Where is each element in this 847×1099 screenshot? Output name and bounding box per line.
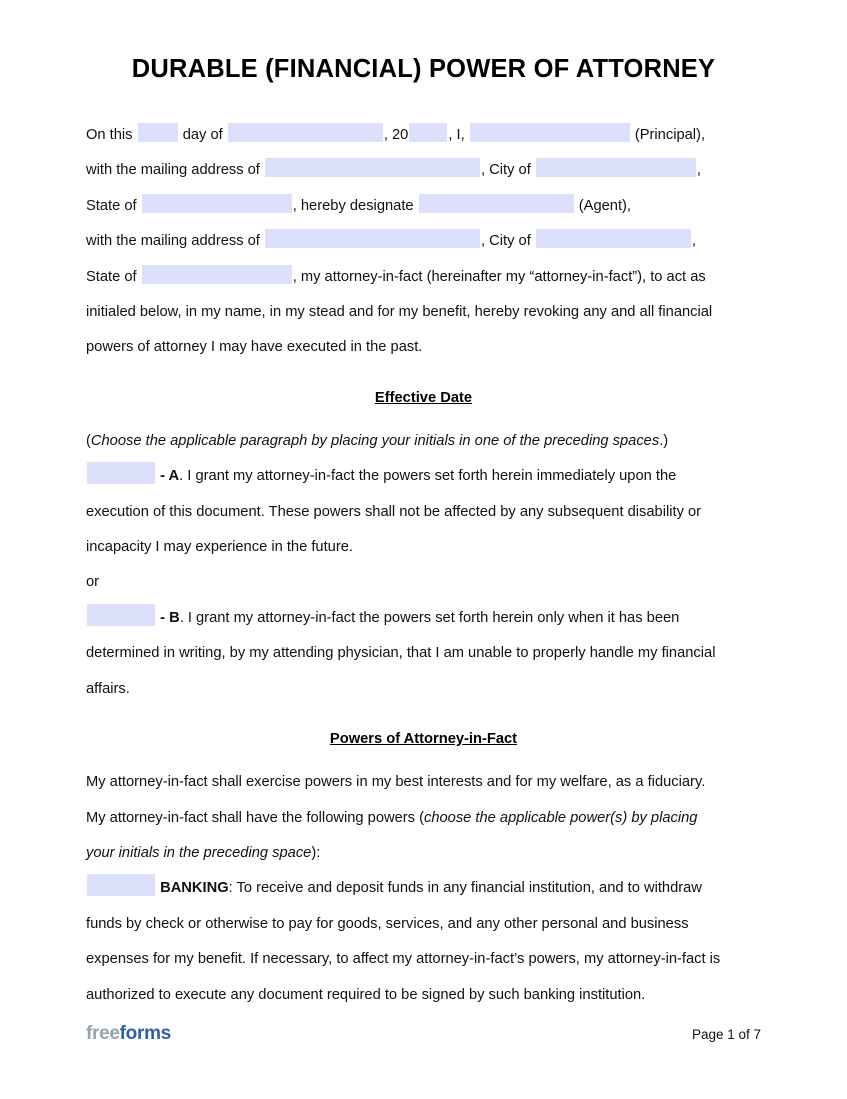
instruction-open-paren: (: [86, 432, 91, 449]
banking-paragraph: [86, 871, 761, 1013]
effective-date-instruction: [86, 424, 761, 459]
powers-line2-italic: choose the applicable power(s) by placing: [423, 809, 698, 826]
field-agent-name[interactable]: [419, 194, 574, 213]
banking-line3: expenses for my benefit. If necessary, to affect my attorney-in-fact’s powers, my attorney-in-fact is: [86, 951, 721, 968]
option-a-line3: incapacity I may experience in the future.: [86, 539, 353, 556]
intro-text-city-of-2: , City of: [480, 233, 531, 250]
option-b-text: . I grant my attorney-in-fact the powers set forth herein only when it has been: [179, 609, 680, 626]
intro-text-line-17: initialed below, in my name, in my stead and for my benefit, hereby revoking any and all financial: [86, 304, 713, 321]
banking-line2: funds by check or otherwise to pay for goods, services, and any other personal and business: [86, 915, 689, 932]
option-b-label: - B: [160, 609, 180, 626]
field-initials-banking[interactable]: [87, 874, 155, 896]
banking-text: : To receive and deposit funds in any financial institution, and to withdraw: [228, 880, 702, 897]
intro-paragraph: [86, 118, 761, 366]
logo-text-forms: forms: [119, 1023, 171, 1044]
section-heading-effective-date: Effective Date: [374, 389, 473, 406]
intro-text-day-of: day of: [182, 127, 223, 143]
intro-text-comma-2: ,: [691, 233, 696, 250]
section-heading-powers: Powers of Attorney-in-Fact: [329, 731, 518, 748]
instruction-close-paren: .): [659, 432, 669, 449]
or-separator: or: [86, 574, 100, 591]
intro-text-comma-1: ,: [696, 162, 701, 179]
page-footer: [86, 1023, 761, 1047]
intro-text-agent: (Agent),: [578, 197, 632, 214]
option-a-label: - A: [160, 468, 180, 485]
intro-text-mailing-address: with the mailing address of: [86, 162, 260, 179]
field-principal-city[interactable]: [536, 158, 696, 177]
option-b-line3: affairs.: [86, 680, 130, 697]
powers-line1: My attorney-in-fact shall exercise powers in my best interests and for my welfare, as a fiduciary.: [86, 774, 706, 791]
field-principal-address[interactable]: [265, 158, 480, 177]
banking-line4: authorized to execute any document required to be signed by such banking institution.: [86, 986, 646, 1003]
powers-line3-italic: your initials in the preceding space: [86, 844, 312, 861]
option-a-paragraph: [86, 459, 761, 565]
intro-text-on-this: On this: [86, 127, 133, 143]
banking-label: BANKING: [160, 880, 229, 897]
field-principal-state[interactable]: [142, 194, 292, 213]
document-content: [86, 55, 761, 1013]
intro-text-mailing-address-2: with the mailing address of: [86, 233, 260, 250]
field-principal-name[interactable]: [470, 123, 630, 142]
field-agent-address[interactable]: [265, 229, 480, 248]
powers-line3-b: ):: [311, 844, 321, 861]
intro-text-i: , I,: [448, 127, 465, 143]
option-a-line2: execution of this document. These powers shall not be affected by any subsequent disability or: [86, 503, 702, 520]
option-a-text: . I grant my attorney-in-fact the powers set forth herein immediately upon the: [179, 468, 677, 485]
intro-text-hereby-designate: , hereby designate: [292, 197, 414, 214]
intro-text-city-of: , City of: [480, 162, 531, 179]
field-day[interactable]: [138, 123, 178, 142]
intro-text-line-18: powers of attorney I may have executed in the past.: [86, 339, 423, 356]
field-month[interactable]: [228, 123, 383, 142]
freeforms-logo: [86, 1023, 171, 1045]
option-b-line2: determined in writing, by my attending physician, that I am unable to properly handle my financial: [86, 645, 716, 662]
field-initials-option-a[interactable]: [87, 462, 155, 484]
field-agent-city[interactable]: [536, 229, 691, 248]
instruction-italic-text: Choose the applicable paragraph by placing your initials in one of the preceding spaces: [90, 432, 660, 449]
powers-intro: [86, 765, 761, 871]
field-initials-option-b[interactable]: [87, 604, 155, 626]
powers-line2-a: My attorney-in-fact shall have the following powers (: [86, 809, 424, 826]
intro-text-attorney-in-fact: , my attorney-in-fact (hereinafter my “attorney-in-fact”), to act as: [292, 268, 706, 285]
field-year[interactable]: [409, 123, 447, 142]
intro-text-principal: (Principal),: [634, 127, 706, 143]
field-agent-state[interactable]: [142, 265, 292, 284]
page-number: Page 1 of 7: [691, 1027, 761, 1042]
intro-text-year-prefix: , 20: [383, 127, 409, 143]
intro-text-state-of-2: State of: [86, 268, 137, 285]
logo-text-free: free: [86, 1023, 120, 1044]
intro-text-state-of: State of: [86, 197, 137, 214]
option-b-paragraph: [86, 601, 761, 707]
page-title: DURABLE (FINANCIAL) POWER OF ATTORNEY: [131, 55, 716, 83]
